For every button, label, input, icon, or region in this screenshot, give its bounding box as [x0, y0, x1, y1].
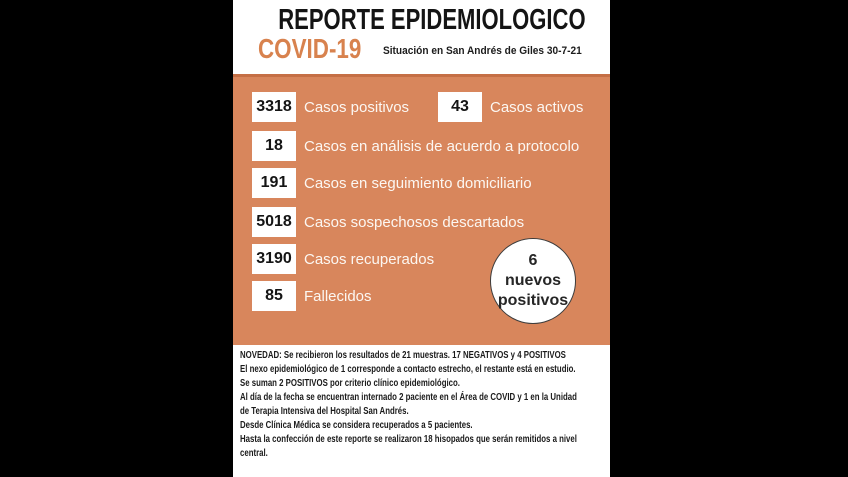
covid19-wordmark: COVID-19: [258, 33, 362, 64]
report-subtitle: Situación en San Andrés de Giles 30-7-21: [383, 45, 582, 57]
stat-value: 191: [252, 168, 296, 198]
badge-label-line2: positivos: [497, 292, 569, 309]
stat-value: 18: [252, 131, 296, 161]
notes-section: [240, 348, 610, 460]
note-line: Desde Clínica Médica se considera recuperados a 5 pacientes.: [240, 419, 473, 431]
stat-value: 85: [252, 281, 296, 311]
stats-panel: [233, 74, 610, 345]
note-line: Al día de la fecha se encuentran internado 2 paciente en el Área de COVID y 1 en la Unidad: [240, 391, 577, 403]
report-header: [233, 0, 610, 74]
stat-casos-positivos: [252, 92, 409, 122]
stat-value: 3190: [252, 244, 296, 274]
stat-casos-en-analisis: [252, 131, 579, 161]
stat-seguimiento-domiciliario: [252, 168, 532, 198]
note-line: NOVEDAD: Se recibieron los resultados de 21 muestras. 17 NEGATIVOS y 4 POSITIVOS: [240, 349, 566, 361]
stat-value: 43: [438, 92, 482, 122]
stat-label: Fallecidos: [304, 287, 372, 305]
stat-label: Casos recuperados: [304, 250, 435, 268]
stat-label: Casos positivos: [304, 98, 410, 116]
report-title: REPORTE EPIDEMIOLOGICO: [278, 4, 586, 36]
stat-label: Casos en seguimiento domiciliario: [304, 174, 532, 192]
stat-value: 3318: [252, 92, 296, 122]
stat-casos-activos: [438, 92, 583, 122]
stat-label: Casos sospechosos descartados: [304, 213, 525, 231]
note-line: de Terapia Intensiva del Hospital San Andrés.: [240, 405, 409, 417]
nuevos-positivos-badge: [490, 238, 576, 324]
stat-fallecidos: [252, 281, 372, 311]
note-line: central.: [240, 447, 268, 459]
badge-value: 6: [528, 252, 538, 269]
stat-casos-recuperados: [252, 244, 434, 274]
stat-label: Casos activos: [490, 98, 584, 116]
note-line: Hasta la confección de este reporte se realizaron 18 hisopados que serán remitidos a nivel: [240, 433, 577, 445]
badge-label-line1: nuevos: [504, 272, 561, 289]
note-line: El nexo epidemiológico de 1 corresponde a contacto estrecho, el restante está en estudio.: [240, 363, 576, 375]
stat-sospechosos-descartados: [252, 207, 524, 237]
stat-value: 5018: [252, 207, 296, 237]
note-line: Se suman 2 POSITIVOS por criterio clínico epidemiológico.: [240, 377, 460, 389]
report-card: [233, 0, 610, 477]
stat-label: Casos en análisis de acuerdo a protocolo: [304, 137, 580, 155]
